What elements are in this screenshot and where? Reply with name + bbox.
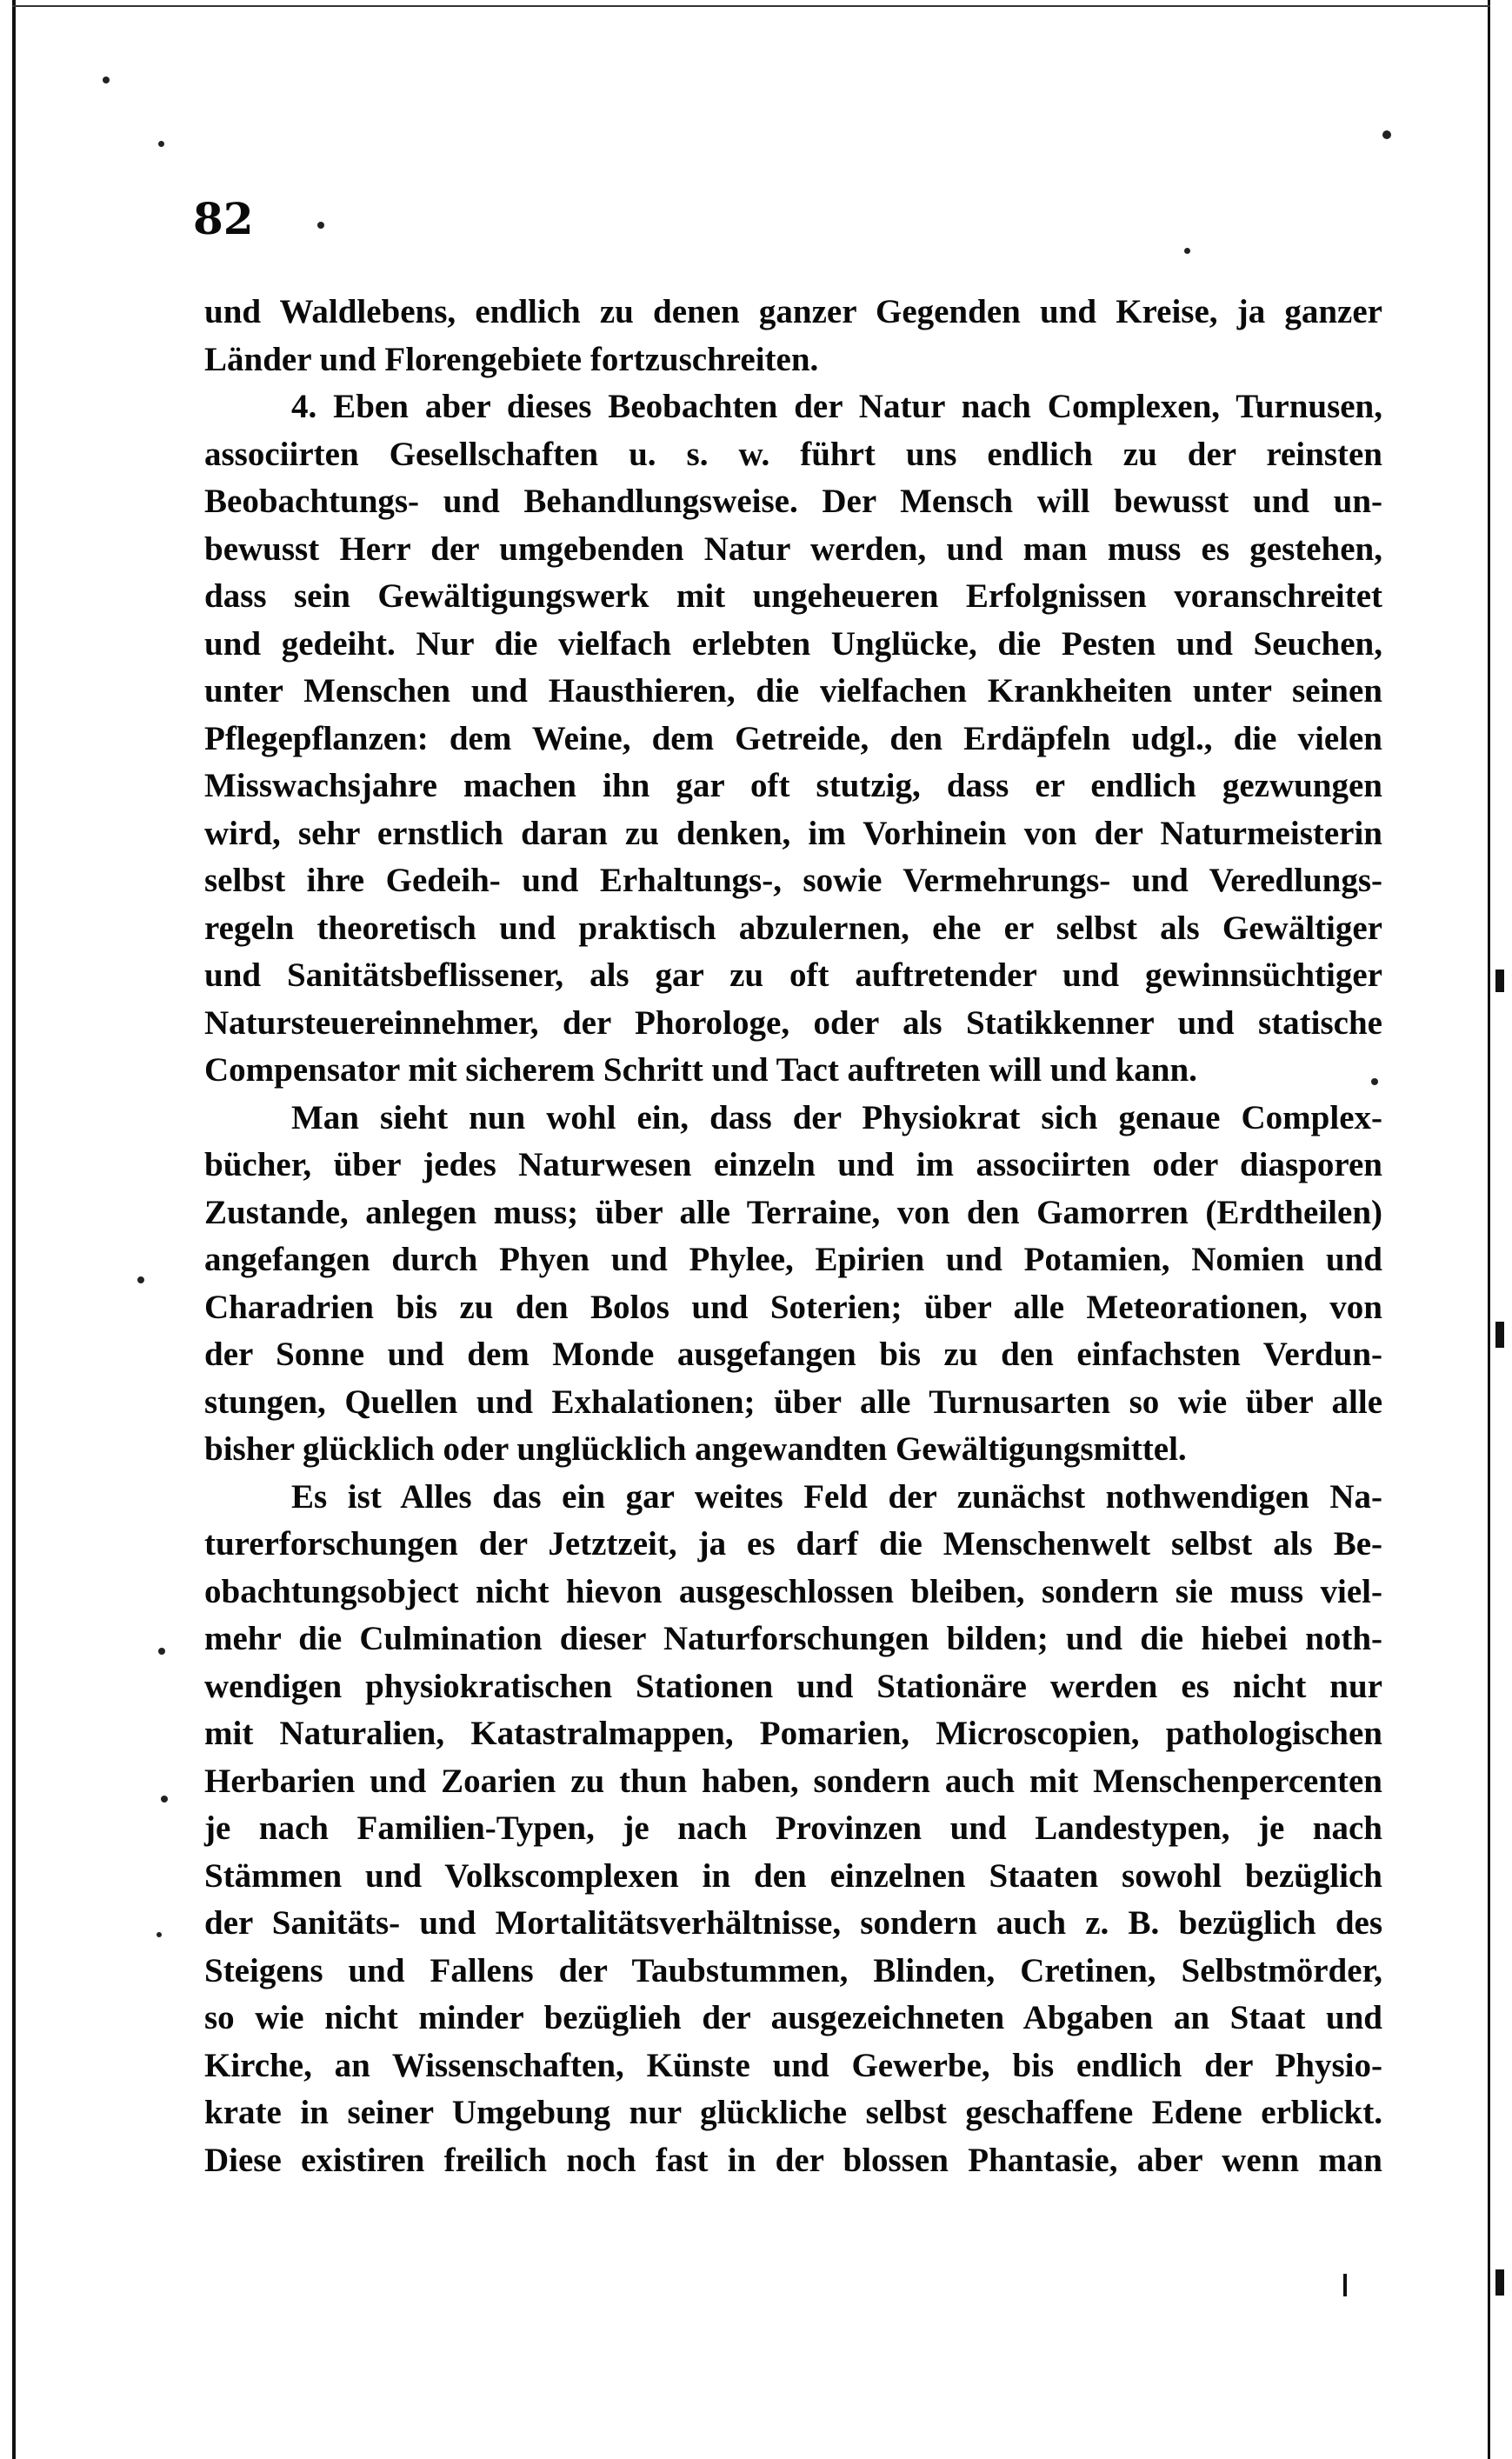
text-line: krate in seiner Umgebung nur glückliche selbst geschaffene Edene erblickt. <box>204 2094 1382 2131</box>
scan-speck <box>137 1276 144 1283</box>
text-line: mehr die Culmination dieser Naturforschungen bilden; und die hiebei noth- <box>204 1620 1382 1657</box>
text-line: angefangen durch Phyen und Phylee, Epirien und Potamien, Nomien und <box>204 1241 1382 1278</box>
text-line: und gedeiht. Nur die vielfach erlebten Unglücke, die Pesten und Seuchen, <box>204 624 1382 663</box>
scan-speck <box>158 1648 165 1655</box>
text-line: Herbarien und Zoarien zu thun haben, sondern auch mit Menschenpercenten <box>204 1762 1382 1800</box>
scan-speck <box>157 1932 162 1937</box>
text-line: selbst ihre Gedeih- und Erhaltungs-, sowie Vermehrungs- und Veredlungs- <box>204 862 1382 899</box>
text-line: der Sonne und dem Monde ausgefangen bis zu den einfachsten Verdun- <box>204 1336 1382 1373</box>
text-line: Diese existiren freilich noch fast in der blossen Phantasie, aber wenn man <box>204 2141 1382 2179</box>
text-line: bücher, über jedes Naturwesen einzeln und im associirten oder diasporen <box>204 1146 1382 1183</box>
edge-mark <box>1495 2269 1504 2296</box>
scan-speck <box>317 222 324 229</box>
edge-mark <box>1495 1322 1504 1348</box>
text-line: so wie nicht minder bezüglieh der ausgezeichneten Abgaben an Staat und <box>204 1999 1382 2036</box>
text-line: der Sanitäts- und Mortalitätsverhältnisse, sondern auch z. B. bezüglich des <box>204 1904 1382 1942</box>
text-line: Zustande, anlegen muss; über alle Terraine, von den Gamorren (Erdtheilen) <box>204 1193 1382 1231</box>
scan-speck <box>158 141 164 147</box>
scan-speck <box>1371 1078 1378 1085</box>
text-line: obachtungsobject nicht hievon ausgeschlossen bleiben, sondern sie muss viel- <box>204 1572 1382 1610</box>
text-line: je nach Familien-Typen, je nach Provinzen und Landestypen, je nach <box>204 1809 1382 1847</box>
scan-speck <box>1382 130 1391 139</box>
text-line: Länder und Florengebiete fortzuschreiten. <box>204 340 819 378</box>
text-line: Misswachsjahre machen ihn gar oft stutzig, dass er endlich gezwungen <box>204 767 1382 804</box>
body-text <box>204 289 1382 2184</box>
text-line: regeln theoretisch und praktisch abzulernen, ehe er selbst als Gewältiger <box>204 909 1382 947</box>
text-line: mit Naturalien, Katastralmappen, Pomarien, Microscopien, pathologischen <box>204 1715 1382 1752</box>
text-line: Kirche, an Wissenschaften, Künste und Gewerbe, bis endlich der Physio- <box>204 2046 1382 2084</box>
page-number: 82 <box>193 193 254 244</box>
text-line: Stämmen und Volkscomplexen in den einzelnen Staaten sowohl bezüglich <box>204 1856 1382 1895</box>
top-rule <box>12 5 1490 7</box>
scan-speck <box>161 1796 168 1803</box>
text-line: und Sanitätsbeflissener, als gar zu oft auftretender und gewinnsüchtiger <box>204 956 1382 994</box>
text-line: bewusst Herr der umgebenden Natur werden, und man muss es gestehen, <box>204 530 1382 568</box>
text-line: Es ist Alles das ein gar weites Feld der zunächst nothwendigen Na- <box>291 1477 1382 1516</box>
text-line: wird, sehr ernstlich daran zu denken, im Vorhinein von der Naturmeisterin <box>204 814 1382 852</box>
text-line: unter Menschen und Hausthieren, die vielfachen Krankheiten unter seinen <box>204 672 1382 710</box>
text-line: Beobachtungs- und Behandlungsweise. Der Mensch will bewusst und un- <box>204 483 1382 520</box>
text-line: 4. Eben aber dieses Beobachten der Natur nach Complexen, Turnusen, <box>291 388 1382 425</box>
text-line: Compensator mit sicherem Schritt und Tact auftreten will und kann. <box>204 1051 1197 1089</box>
edge-mark <box>1343 2274 1347 2296</box>
text-line: und Waldlebens, endlich zu denen ganzer Gegenden und Kreise, ja ganzer <box>204 293 1382 330</box>
text-line: dass sein Gewältigungswerk mit ungeheueren Erfolgnissen voranschreitet <box>204 577 1382 615</box>
text-line: Natursteuereinnehmer, der Phorologe, oder als Statikkenner und statische <box>204 1003 1382 1042</box>
text-line: Steigens und Fallens der Taubstummen, Blinden, Cretinen, Selbstmörder, <box>204 1951 1382 1989</box>
edge-mark <box>1495 970 1504 992</box>
text-line: Charadrien bis zu den Bolos und Soterien; über alle Meteorationen, von <box>204 1288 1382 1326</box>
text-line: associirten Gesellschaften u. s. w. führt uns endlich zu der reinsten <box>204 435 1382 473</box>
scan-speck <box>103 77 110 83</box>
text-line: stungen, Quellen und Exhalationen; über alle Turnusarten so wie über alle <box>204 1383 1382 1421</box>
text-line: turerforschungen der Jetztzeit, ja es darf die Menschenwelt selbst als Be- <box>204 1525 1382 1563</box>
text-line: bisher glücklich oder unglücklich angewandten Gewältigungsmittel. <box>204 1430 1187 1468</box>
text-line: Man sieht nun wohl ein, dass der Physiokrat sich genaue Complex- <box>291 1098 1382 1136</box>
text-line: wendigen physiokratischen Stationen und Stationäre werden es nicht nur <box>204 1667 1382 1705</box>
scan-speck <box>1184 248 1190 254</box>
text-line: Pflegepflanzen: dem Weine, dem Getreide, den Erdäpfeln udgl., die vielen <box>204 719 1382 757</box>
